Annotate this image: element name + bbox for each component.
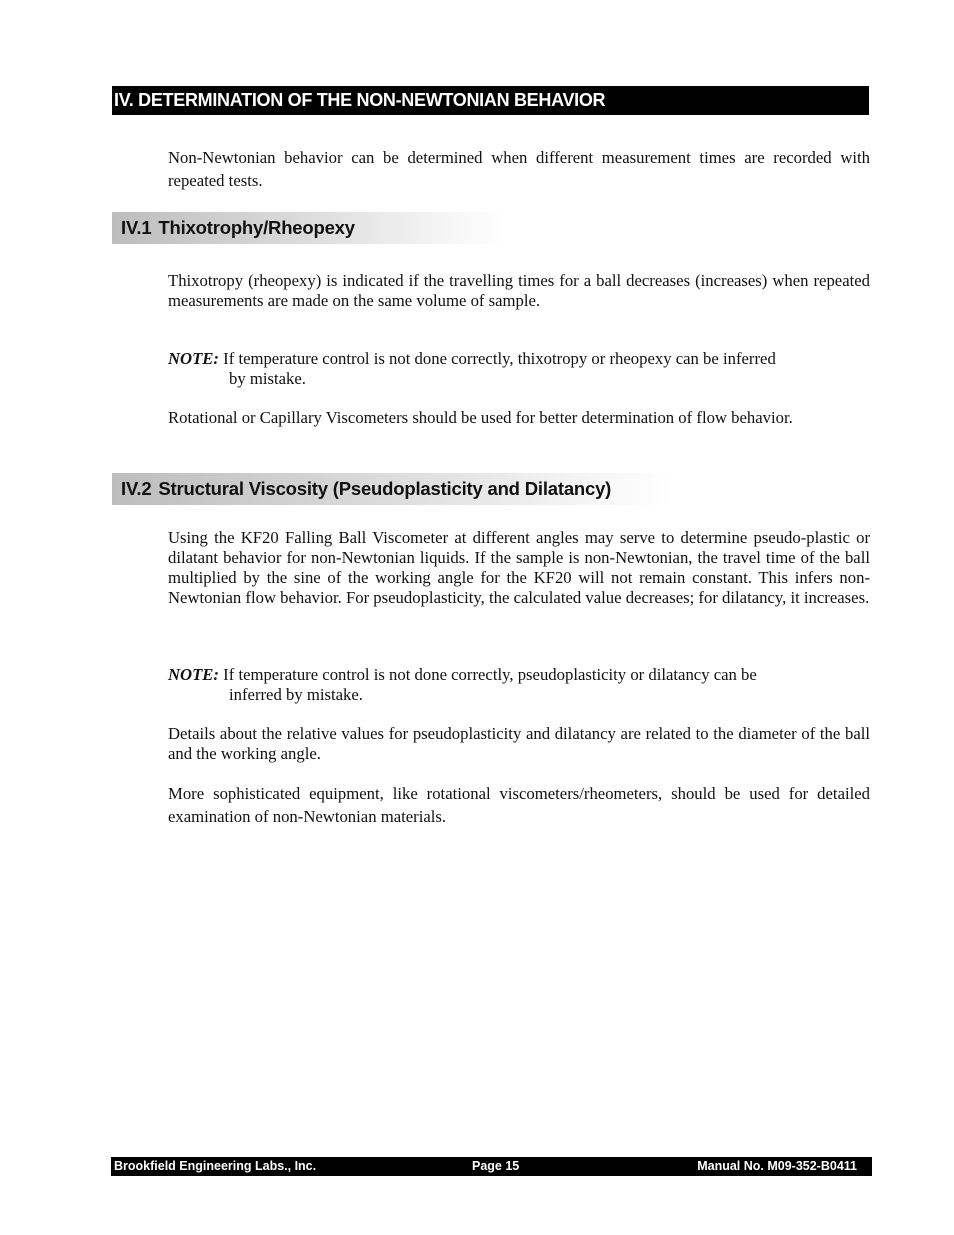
thixotropy-paragraph: Thixotropy (rheopexy) is indicated if the travelling times for a ball decreases (increases) when repeated measurements are made on the same volume of sample. — [168, 271, 870, 310]
structural-viscosity-paragraph: Using the KF20 Falling Ball Viscometer at different angles may serve to determine pseudo-plastic or dilatant behavior for non-Newtonian liquids. If the sample is non-Newtonian, the travel time of the ball multiplied by the sine of the working angle for the KF20 will not remain constant. This infers non-Newtonian flow behavior. For pseudoplasticity, the calculated value decreases; for dilatancy, it increases. — [168, 528, 870, 607]
subsection-heading-iv2 — [112, 473, 672, 505]
page-footer — [111, 1157, 872, 1176]
note-text-line2: by mistake. — [229, 369, 306, 388]
intro-paragraph: Non-Newtonian behavior can be determined when different measurement times are recorded with repeated tests. — [168, 148, 870, 190]
sophisticated-equipment-paragraph: More sophisticated equipment, like rotational viscometers/rheometers, should be used for detailed examination of non-Newtonian materials. — [168, 784, 870, 826]
subsection-title: Structural Viscosity (Pseudoplasticity and Dilatancy) — [158, 478, 612, 499]
subsection-number: IV.2 — [121, 478, 152, 499]
note-text-line1: If temperature control is not done correctly, pseudoplasticity or dilatancy can be — [223, 665, 757, 684]
details-paragraph: Details about the relative values for pseudoplasticity and dilatancy are related to the diameter of the ball and the working angle. — [168, 724, 870, 763]
note-thixotropy — [168, 349, 848, 389]
footer-page-number: Page 15 — [472, 1159, 520, 1173]
subsection-title: Thixotrophy/Rheopexy — [158, 217, 355, 238]
section-heading — [112, 86, 869, 115]
subsection-heading-iv1 — [112, 212, 504, 244]
note-label: NOTE: — [168, 665, 219, 684]
footer-manual-number: Manual No. M09-352-B0411 — [697, 1159, 857, 1173]
note-label: NOTE: — [168, 349, 219, 368]
note-text-line1: If temperature control is not done correctly, thixotropy or rheopexy can be inferred — [223, 349, 776, 368]
note-text-line2: inferred by mistake. — [229, 685, 363, 704]
note-pseudoplasticity — [168, 665, 848, 705]
subsection-number: IV.1 — [121, 217, 152, 238]
footer-company: Brookfield Engineering Labs., Inc. — [114, 1159, 317, 1173]
section-heading-title: IV. DETERMINATION OF THE NON-NEWTONIAN BEHAVIOR — [114, 90, 606, 110]
rotational-paragraph: Rotational or Capillary Viscometers should be used for better determination of flow behavior. — [168, 408, 793, 427]
